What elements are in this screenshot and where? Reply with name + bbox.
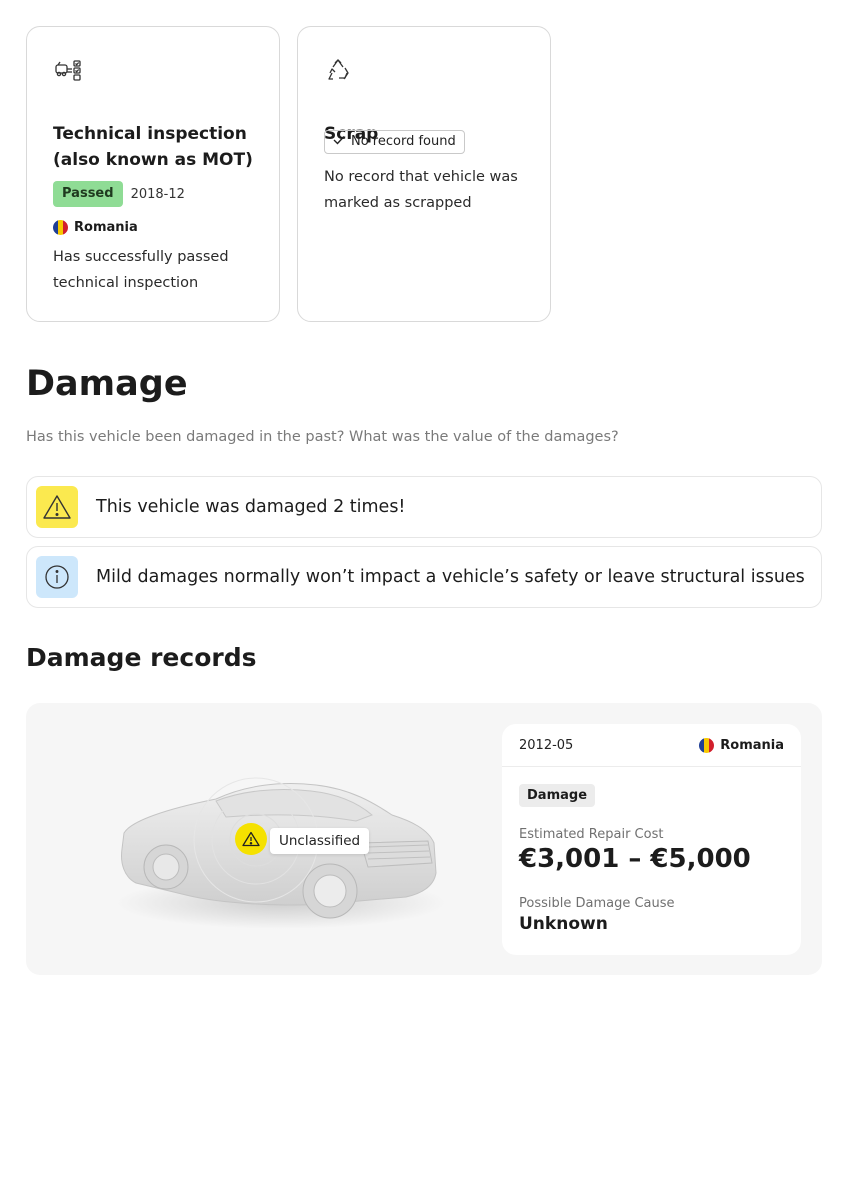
damage-record-panel bbox=[26, 703, 822, 975]
inspection-status-row bbox=[53, 181, 185, 207]
mild-damage-info-text: Mild damages normally won’t impact a vehicle’s safety or leave structural issues bbox=[96, 567, 805, 587]
romania-flag-icon bbox=[699, 738, 714, 753]
no-record-label: No record found bbox=[351, 134, 456, 149]
inspection-description: Has successfully passed technical inspection bbox=[53, 249, 229, 291]
repair-cost-value: €3,001 – €5,000 bbox=[519, 844, 751, 874]
inspection-title: Technical inspection (also known as MOT) bbox=[53, 124, 253, 170]
repair-cost-label: Estimated Repair Cost bbox=[519, 827, 664, 842]
damage-section-subtitle: Has this vehicle been damaged in the past? What was the value of the damages? bbox=[26, 429, 619, 445]
recycle-icon bbox=[324, 57, 354, 85]
mild-damage-info-alert bbox=[26, 546, 822, 608]
damage-count-text: This vehicle was damaged 2 times! bbox=[96, 497, 406, 517]
inspection-date: 2018-12 bbox=[130, 186, 185, 202]
record-country bbox=[699, 738, 784, 753]
info-icon bbox=[36, 556, 78, 598]
record-country-label: Romania bbox=[720, 738, 784, 753]
damage-records-title: Damage records bbox=[26, 643, 257, 672]
country-label: Romania bbox=[74, 220, 138, 235]
damage-cause-label: Possible Damage Cause bbox=[519, 896, 675, 911]
record-divider bbox=[502, 766, 801, 767]
scrap-card bbox=[297, 26, 551, 322]
inspection-country bbox=[53, 220, 138, 235]
romania-flag-icon bbox=[53, 220, 68, 235]
no-record-badge bbox=[324, 130, 465, 154]
damage-marker-label: Unclassified bbox=[270, 828, 369, 854]
record-type-badge: Damage bbox=[519, 784, 595, 807]
damage-record-card bbox=[502, 724, 801, 955]
damage-cause-value: Unknown bbox=[519, 914, 608, 934]
damage-marker-warning-icon[interactable] bbox=[235, 823, 267, 855]
scrap-title: Scrap bbox=[324, 124, 379, 144]
check-icon bbox=[333, 134, 345, 150]
inspection-checklist-icon bbox=[53, 57, 83, 85]
scrap-description: No record that vehicle was marked as scrapped bbox=[324, 169, 518, 211]
damage-count-alert bbox=[26, 476, 822, 538]
warning-icon bbox=[36, 486, 78, 528]
damage-section-title: Damage bbox=[26, 364, 188, 404]
record-date: 2012-05 bbox=[519, 738, 574, 753]
status-badge: Passed bbox=[53, 181, 123, 207]
inspection-card bbox=[26, 26, 280, 322]
